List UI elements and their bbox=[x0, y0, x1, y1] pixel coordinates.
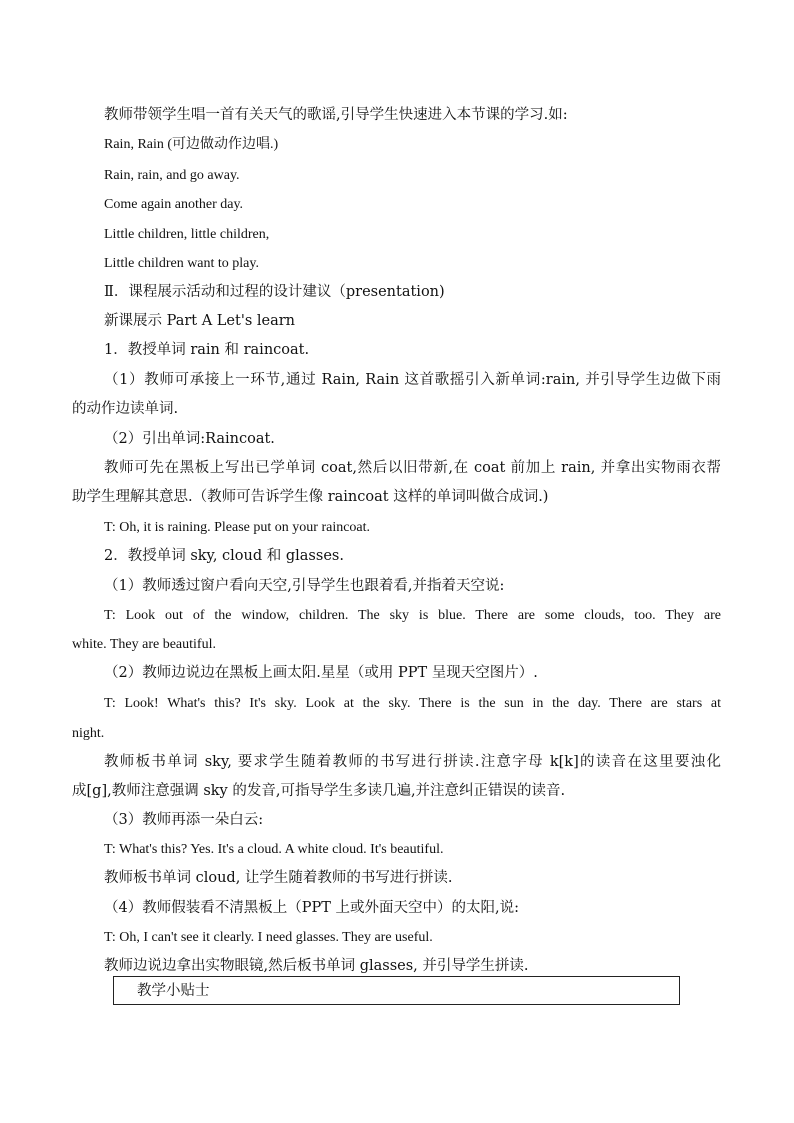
cloud-writing-text: 教师板书单词 cloud, 让学生随着教师的书写进行拼读. bbox=[104, 870, 453, 886]
step-1-2-text-cont: 助学生理解其意思.（教师可告诉学生像 raincoat 这样的单词叫做合成词.) bbox=[72, 489, 549, 505]
dialogue-cloud: T: What's this? Yes. It's a cloud. A white cloud. It's beautiful. bbox=[104, 842, 444, 857]
glasses-writing-text: 教师边说边拿出实物眼镜,然后板书单词 glasses, 并引导学生拼读. bbox=[104, 958, 529, 974]
dialogue-raincoat: T: Oh, it is raining. Please put on your raincoat. bbox=[104, 520, 371, 535]
song-lyric-line-2: Come again another day. bbox=[104, 197, 244, 212]
new-lesson-heading: 新课展示 Part A Let's learn bbox=[104, 313, 296, 329]
section-heading-presentation: Ⅱ．课程展示活动和过程的设计建议（presentation) bbox=[104, 284, 445, 300]
song-title: Rain, Rain (可边做动作边唱.) bbox=[104, 137, 279, 152]
step-2-2-text: （2）教师边说边在黑板上画太阳.星星（或用 PPT 呈现天空图片）. bbox=[104, 665, 538, 681]
song-lyric-line-1: Rain, rain, and go away. bbox=[104, 168, 240, 183]
dialogue-window: T: Look out of the window, children. The sky is blue. There are some clouds, too. They are bbox=[104, 608, 721, 623]
dialogue-glasses: T: Oh, I can't see it clearly. I need glasses. They are useful. bbox=[104, 930, 433, 945]
step-1-heading: 1．教授单词 rain 和 raincoat. bbox=[104, 342, 310, 358]
step-2-heading: 2．教授单词 sky, cloud 和 glasses. bbox=[104, 548, 344, 564]
dialogue-sky-cont: night. bbox=[72, 726, 105, 741]
dialogue-sky: T: Look! What's this? It's sky. Look at the sky. There is the sun in the day. There are stars at bbox=[104, 696, 721, 711]
step-1-1-text: （1）教师可承接上一环节,通过 Rain, Rain 这首歌摇引入新单词:rain, 并引导学生边做下雨 bbox=[104, 372, 721, 388]
step-2-3-text: （3）教师再添一朵白云: bbox=[104, 812, 264, 828]
sky-writing-text: 教师板书单词 sky, 要求学生随着教师的书写进行拼读.注意字母 k[k]的读音在这里要浊化 bbox=[104, 754, 721, 770]
step-1-2-heading: （2）引出单词:Raincoat. bbox=[104, 431, 275, 447]
teaching-tips-title: 教学小贴士 bbox=[137, 983, 210, 999]
song-lyric-line-3: Little children, little children, bbox=[104, 227, 270, 242]
sky-writing-text-cont: 成[g],教师注意强调 sky 的发音,可指导学生多读几遍,并注意纠正错误的读音. bbox=[72, 783, 566, 799]
song-intro-text: 教师带领学生唱一首有关天气的歌谣,引导学生快速进入本节课的学习.如: bbox=[104, 107, 568, 123]
step-1-1-text-cont: 的动作边读单词. bbox=[72, 401, 179, 417]
song-lyric-line-4: Little children want to play. bbox=[104, 256, 259, 271]
step-2-4-text: （4）教师假装看不清黑板上（PPT 上或外面天空中）的太阳,说: bbox=[104, 900, 520, 916]
step-1-2-text: 教师可先在黑板上写出已学单词 coat,然后以旧带新,在 coat 前加上 rain, 并拿出实物雨衣帮 bbox=[104, 460, 721, 476]
teaching-tips-box bbox=[113, 976, 680, 1005]
dialogue-window-cont: white. They are beautiful. bbox=[72, 637, 216, 652]
step-2-1-text: （1）教师透过窗户看向天空,引导学生也跟着看,并指着天空说: bbox=[104, 578, 505, 594]
